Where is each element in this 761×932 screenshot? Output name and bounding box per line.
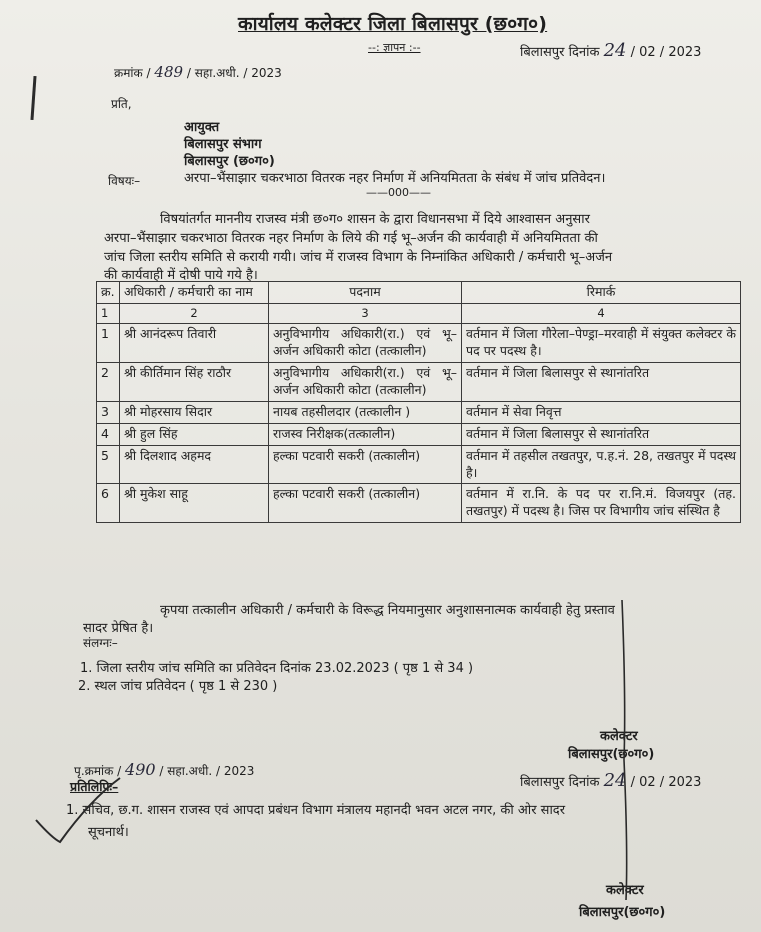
row-name: श्री आनंदरूप तिवारी	[120, 324, 269, 363]
copy-line-2: सूचनार्थ।	[88, 825, 129, 840]
body-line-4: की कार्यवाही में दोषी पाये गये है।	[104, 268, 258, 283]
closing-line-2: सादर प्रेषित है।	[83, 621, 154, 636]
ref-prefix: क्रमांक /	[114, 66, 151, 80]
body-line-1: विषयांतर्गत माननीय राजस्व मंत्री छ०ग० शासन के द्वारा विधानसभा में दिये आश्वासन अनुसार	[160, 212, 590, 227]
ref2-prefix: पृ.क्रमांक /	[74, 764, 122, 778]
row-sno: 5	[97, 445, 120, 484]
col-number-3: 3	[269, 303, 462, 324]
date-top-prefix: बिलासपुर दिनांक	[520, 45, 600, 60]
ref2-suffix: / सहा.अधी. / 2023	[159, 764, 255, 778]
ref2-handwritten: 490	[125, 760, 156, 779]
body-line-2: अरपा–भैंसाझार चकरभाठा वितरक नहर निर्माण के लिये की गई भू–अर्जन की कार्यवाही में अनियमितता की	[104, 231, 598, 246]
ref-handwritten: 489	[154, 63, 184, 81]
row-remark: वर्तमान में रा.नि. के पद पर रा.नि.मं. विजयपुर (तह. तखतपुर) में पदस्थ है। जिस पर विभागीय जांच संस्थित है	[462, 484, 741, 523]
subject-label: विषयः–	[108, 174, 141, 188]
signature-2-title: कलेक्टर	[606, 883, 644, 898]
row-sno: 1	[97, 324, 120, 363]
col-number-2: 2	[120, 303, 269, 324]
office-title: कार्यालय कलेक्टर जिला बिलासपुर (छ०ग०)	[238, 13, 548, 35]
prati-label: प्रति,	[111, 97, 132, 111]
row-remark: वर्तमान में जिला बिलासपुर से स्थानांतरित	[462, 363, 741, 402]
header-designation: पदनाम	[269, 282, 462, 304]
col-number-1: 1	[97, 303, 120, 324]
signature-1-title: कलेक्टर	[600, 729, 638, 744]
header-remark: रिमार्क	[462, 282, 741, 304]
row-designation: हल्का पटवारी सकरी (तत्कालीन)	[269, 484, 462, 523]
row-designation: अनुविभागीय अधिकारी(रा.) एवं भू–अर्जन अधिकारी कोटा (तत्कालीन)	[269, 324, 462, 363]
row-name: श्री मुकेश साहू	[120, 484, 269, 523]
row-remark: वर्तमान में जिला बिलासपुर से स्थानांतरित	[462, 423, 741, 445]
row-name: श्री हुल सिंह	[120, 423, 269, 445]
col-number-4: 4	[462, 303, 741, 324]
row-sno: 2	[97, 363, 120, 402]
date-bottom-rest: / 02 / 2023	[630, 775, 702, 790]
row-name: श्री मोहरसाय सिदार	[120, 401, 269, 423]
signature-1-place: बिलासपुर(छ०ग०)	[568, 747, 655, 762]
row-remark: वर्तमान में सेवा निवृत्त	[462, 401, 741, 423]
addressee-line-3: बिलासपुर (छ०ग०)	[184, 154, 275, 169]
enclosure-item-2: 2. स्थल जांच प्रतिवेदन ( पृष्ठ 1 से 230 )	[78, 679, 278, 694]
row-name: श्री कीर्तिमान सिंह राठौर	[120, 363, 269, 402]
date-top-rest: / 02 / 2023	[630, 45, 702, 60]
row-sno: 6	[97, 484, 120, 523]
checkmark-stroke	[36, 778, 120, 842]
gyapan-heading: --: ज्ञापन :--	[368, 41, 421, 54]
row-designation: अनुविभागीय अधिकारी(रा.) एवं भू–अर्जन अधिकारी कोटा (तत्कालीन)	[269, 363, 462, 402]
row-designation: राजस्व निरीक्षक(तत्कालीन)	[269, 423, 462, 445]
addressee-line-2: बिलासपुर संभाग	[184, 137, 262, 152]
row-remark: वर्तमान में जिला गौरेला–पेण्ड्रा–मरवाही में संयुक्त कलेक्टर के पद पर पदस्थ है।	[462, 324, 741, 363]
row-designation: हल्का पटवारी सकरी (तत्कालीन)	[269, 445, 462, 484]
date-bottom-prefix: बिलासपुर दिनांक	[520, 775, 600, 790]
row-sno: 4	[97, 423, 120, 445]
row-designation: नायब तहसीलदार (तत्कालीन )	[269, 401, 462, 423]
signature-2-place: बिलासपुर(छ०ग०)	[579, 905, 666, 920]
vertical-pen-line	[622, 600, 627, 900]
copy-line-1: 1. सचिव, छ.ग. शासन राजस्व एवं आपदा प्रबंधन विभाग मंत्रालय महानदी भवन अटल नगर, की ओर सादर	[66, 803, 566, 818]
ref-suffix: / सहा.अधी. / 2023	[186, 66, 282, 80]
subject-text: अरपा–भैंसाझार चकरभाठा वितरक नहर निर्माण में अनियमितता के संबंध में जांच प्रतिवेदन।	[184, 171, 606, 186]
separator: ——000——	[366, 186, 431, 199]
header-sno: क्र.	[97, 282, 120, 304]
enclosure-label: संलग्नः–	[83, 636, 118, 650]
row-remark: वर्तमान में तहसील तखतपुर, प.ह.नं. 28, तखतपुर में पदस्थ है।	[462, 445, 741, 484]
date-bottom-handwritten-day: 24	[603, 770, 627, 791]
closing-line-1: कृपया तत्कालीन अधिकारी / कर्मचारी के विरूद्ध नियमानुसार अनुशासनात्मक कार्यवाही हेतु प्रस्ताव	[160, 603, 615, 618]
row-sno: 3	[97, 401, 120, 423]
addressee-line-1: आयुक्त	[184, 120, 220, 135]
date-top-handwritten-day: 24	[603, 40, 627, 61]
header-name: अधिकारी / कर्मचारी का नाम	[120, 282, 269, 304]
body-line-3: जांच जिला स्तरीय समिति से करायी गयी। जांच में राजस्व विभाग के निम्नांकित अधिकारी / कर्मचारी भू–अर्जन	[104, 250, 613, 265]
row-name: श्री दिलशाद अहमद	[120, 445, 269, 484]
pratilipi-label: प्रतिलिपिः–	[70, 779, 119, 794]
enclosure-item-1: 1. जिला स्तरीय जांच समिति का प्रतिवेदन दिनांक 23.02.2023 ( पृष्ठ 1 से 34 )	[80, 661, 474, 676]
